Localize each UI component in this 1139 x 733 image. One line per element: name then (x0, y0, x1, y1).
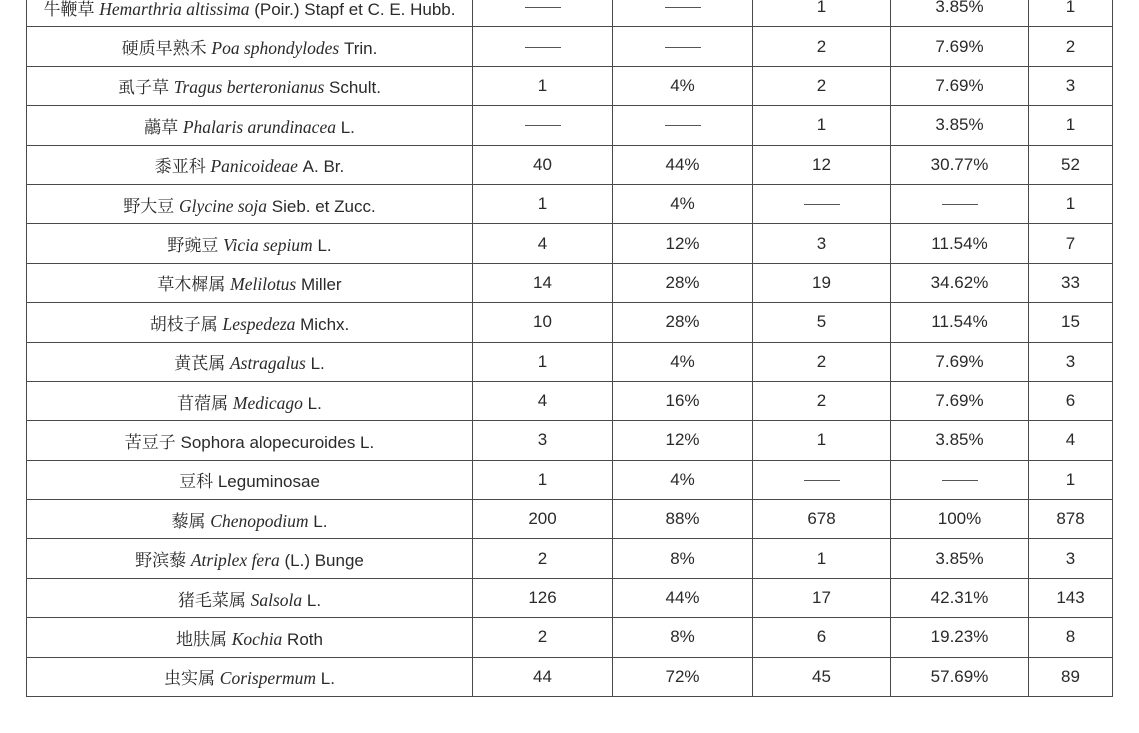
value-cell (1029, 0, 1113, 27)
value-cell (753, 500, 891, 539)
cell-value: 2 (816, 351, 827, 371)
value-cell (891, 0, 1029, 27)
taxon-authority: (L.) Bunge (284, 551, 364, 571)
table-row (27, 421, 1113, 460)
value-cell (473, 184, 613, 223)
value-cell (891, 460, 1029, 499)
taxon-authority: L. (313, 511, 328, 531)
value-cell (753, 421, 891, 460)
cell-value: 7.69% (935, 75, 984, 95)
cell-value: 2 (537, 627, 548, 647)
value-cell (753, 263, 891, 302)
empty-dash (525, 7, 561, 8)
taxon-cell (27, 0, 473, 27)
cell-value: 2 (537, 548, 548, 568)
value-cell (613, 224, 753, 263)
value-cell (753, 578, 891, 617)
taxon-chinese-name: 地肤属 (176, 629, 228, 650)
value-cell (753, 657, 891, 696)
value-cell (1029, 66, 1113, 105)
taxon-latin-name: Melilotus (230, 274, 297, 295)
value-cell (891, 500, 1029, 539)
taxon-cell (27, 27, 473, 66)
cell-value: 1 (537, 469, 548, 489)
cell-value: 57.69% (930, 666, 989, 686)
value-cell (753, 460, 891, 499)
value-cell (613, 106, 753, 145)
taxon-authority: L. (340, 117, 355, 137)
cell-value: 1 (537, 75, 548, 95)
cell-value: 4% (670, 469, 695, 489)
value-cell (473, 303, 613, 342)
taxon-chinese-name: 胡枝子属 (149, 314, 218, 335)
taxon-authority: L. (317, 236, 332, 256)
taxon-cell (27, 421, 473, 460)
cell-value: 200 (528, 509, 557, 529)
value-cell (473, 106, 613, 145)
cell-value: 11.54% (931, 233, 988, 253)
cell-value: 30.77% (930, 154, 989, 174)
value-cell (891, 381, 1029, 420)
taxon-authority: Sieb. et Zucc. (271, 196, 376, 216)
cell-value: 3.85% (935, 115, 984, 135)
value-cell (1029, 145, 1113, 184)
value-cell (891, 342, 1029, 381)
cell-value: 6 (1065, 391, 1076, 411)
value-cell (473, 0, 613, 27)
taxon-chinese-name: 猪毛菜属 (177, 590, 246, 611)
taxon-authority: Michx. (300, 314, 350, 334)
table-row (27, 500, 1113, 539)
value-cell (613, 184, 753, 223)
taxon-cell (27, 184, 473, 223)
cell-value: 3.85% (935, 548, 984, 568)
taxon-cell (27, 657, 473, 696)
taxon-cell (27, 224, 473, 263)
value-cell (473, 657, 613, 696)
cell-value: 2 (816, 391, 827, 411)
cell-value: 72% (665, 666, 700, 686)
value-cell (613, 618, 753, 657)
value-cell (473, 66, 613, 105)
value-cell (753, 66, 891, 105)
cell-value: 4 (1065, 430, 1076, 450)
taxon-latin-name: Tragus berteronianus (173, 77, 325, 98)
cell-value: 1 (816, 115, 827, 135)
table-row (27, 342, 1113, 381)
value-cell (1029, 342, 1113, 381)
cell-value: 1 (1065, 0, 1076, 17)
table-body (27, 0, 1113, 697)
taxon-latin-name: Atriplex fera (190, 550, 280, 571)
taxon-authority: Leguminosae (217, 472, 320, 492)
value-cell (1029, 578, 1113, 617)
value-cell (613, 342, 753, 381)
cell-value: 8% (670, 627, 695, 647)
taxon-latin-name: Glycine soja (179, 195, 268, 216)
taxon-cell (27, 303, 473, 342)
cell-value: 1 (816, 548, 827, 568)
cell-value: 2 (1065, 36, 1076, 56)
value-cell (891, 618, 1029, 657)
taxon-latin-name: Kochia (231, 628, 283, 649)
value-cell (753, 342, 891, 381)
taxon-cell (27, 342, 473, 381)
table-row (27, 145, 1113, 184)
value-cell (473, 342, 613, 381)
taxon-authority: L. (310, 354, 325, 374)
taxon-cell (27, 145, 473, 184)
empty-dash (804, 204, 840, 205)
taxon-cell (27, 106, 473, 145)
value-cell (613, 381, 753, 420)
cell-value: 15 (1061, 312, 1080, 332)
taxon-chinese-name: 黍亚科 (154, 157, 206, 178)
taxon-chinese-name: 黄芪属 (174, 354, 226, 375)
cell-value: 1 (1065, 469, 1076, 489)
value-cell (613, 539, 753, 578)
value-cell (891, 27, 1029, 66)
taxon-authority: Trin. (343, 39, 378, 59)
taxon-cell (27, 539, 473, 578)
taxon-chinese-name: 虱子草 (117, 78, 169, 99)
value-cell (613, 657, 753, 696)
value-cell (1029, 27, 1113, 66)
cell-value: 1 (537, 351, 548, 371)
value-cell (613, 303, 753, 342)
cell-value: 42.31% (930, 588, 989, 608)
taxon-authority: L. (320, 669, 335, 689)
cell-value: 7 (1065, 233, 1076, 253)
cell-value: 52 (1061, 154, 1080, 174)
value-cell (1029, 539, 1113, 578)
cell-value: 4 (537, 391, 548, 411)
cell-value: 11.54% (931, 312, 988, 332)
cell-value: 19 (812, 272, 831, 292)
value-cell (1029, 106, 1113, 145)
cell-value: 2 (816, 36, 827, 56)
taxon-chinese-name: 野滨藜 (135, 551, 187, 572)
value-cell (1029, 381, 1113, 420)
value-cell (1029, 500, 1113, 539)
taxon-authority: L. (307, 393, 322, 413)
taxon-chinese-name: 藜属 (171, 511, 206, 532)
cell-value: 678 (807, 509, 836, 529)
cell-value: 40 (533, 154, 552, 174)
value-cell (473, 381, 613, 420)
taxon-authority: L. (306, 590, 322, 610)
table-row (27, 0, 1113, 27)
value-cell (473, 578, 613, 617)
cell-value: 1 (1065, 115, 1076, 135)
value-cell (753, 224, 891, 263)
value-cell (891, 184, 1029, 223)
cell-value: 6 (816, 627, 827, 647)
cell-value: 12% (665, 233, 700, 253)
cell-value: 28% (665, 272, 700, 292)
cell-value: 12 (812, 154, 831, 174)
value-cell (1029, 263, 1113, 302)
cell-value: 28% (665, 312, 700, 332)
cell-value: 2 (816, 75, 827, 95)
empty-dash (942, 204, 978, 205)
cell-value: 4% (670, 75, 695, 95)
taxon-chinese-name: 野豌豆 (167, 236, 219, 257)
value-cell (891, 578, 1029, 617)
cell-value: 100% (937, 509, 982, 529)
value-cell (891, 263, 1029, 302)
cell-value: 88% (665, 509, 700, 529)
value-cell (613, 263, 753, 302)
cell-value: 44% (665, 154, 700, 174)
cell-value: 3.85% (935, 0, 984, 17)
cell-value: 17 (812, 588, 831, 608)
taxa-table (26, 0, 1113, 697)
cell-value: 44% (665, 588, 700, 608)
cell-value: 3.85% (935, 430, 984, 450)
cell-value: 143 (1056, 588, 1085, 608)
value-cell (473, 145, 613, 184)
cell-value: 7.69% (935, 391, 984, 411)
value-cell (891, 145, 1029, 184)
value-cell (1029, 460, 1113, 499)
cell-value: 3 (537, 430, 548, 450)
cell-value: 8% (670, 548, 695, 568)
taxon-chinese-name: 硬质早熟禾 (121, 39, 207, 60)
taxon-chinese-name: 虫实属 (164, 669, 216, 690)
value-cell (613, 500, 753, 539)
cell-value: 1 (816, 430, 827, 450)
cell-value: 4% (670, 351, 695, 371)
cell-value: 7.69% (935, 351, 984, 371)
cell-value: 16% (665, 391, 700, 411)
value-cell (753, 381, 891, 420)
cell-value: 7.69% (935, 36, 984, 56)
taxon-latin-name: Medicago (232, 392, 303, 413)
cell-value: 8 (1065, 627, 1076, 647)
value-cell (613, 145, 753, 184)
cell-value: 3 (1065, 351, 1076, 371)
empty-dash (665, 7, 701, 8)
value-cell (613, 578, 753, 617)
value-cell (473, 500, 613, 539)
cell-value: 3 (1065, 548, 1076, 568)
empty-dash (942, 480, 978, 481)
table-row (27, 224, 1113, 263)
table-row (27, 578, 1113, 617)
value-cell (473, 224, 613, 263)
taxon-cell (27, 460, 473, 499)
value-cell (473, 618, 613, 657)
value-cell (1029, 421, 1113, 460)
empty-dash (525, 47, 561, 48)
table-row (27, 657, 1113, 696)
empty-dash (665, 47, 701, 48)
table-row (27, 618, 1113, 657)
cell-value: 126 (528, 588, 557, 608)
taxon-chinese-name: 野大豆 (123, 196, 175, 217)
table-row (27, 303, 1113, 342)
cell-value: 878 (1056, 509, 1085, 529)
cell-value: 5 (816, 312, 827, 332)
value-cell (473, 421, 613, 460)
cell-value: 3 (816, 233, 827, 253)
cell-value: 3 (1065, 75, 1076, 95)
table-row (27, 263, 1113, 302)
cell-value: 33 (1061, 272, 1080, 292)
cell-value: 1 (816, 0, 827, 17)
cell-value: 4 (537, 233, 548, 253)
value-cell (891, 539, 1029, 578)
cell-value: 89 (1061, 666, 1080, 686)
taxon-cell (27, 66, 473, 105)
taxon-cell (27, 500, 473, 539)
value-cell (753, 618, 891, 657)
value-cell (1029, 618, 1113, 657)
taxon-cell (27, 618, 473, 657)
taxon-authority: Roth (287, 629, 323, 649)
value-cell (473, 263, 613, 302)
taxon-chinese-name: 苦豆子 (124, 432, 176, 453)
value-cell (1029, 657, 1113, 696)
cell-value: 45 (812, 666, 831, 686)
value-cell (753, 184, 891, 223)
table-row (27, 539, 1113, 578)
value-cell (473, 460, 613, 499)
table-row (27, 106, 1113, 145)
data-table-wrapper (26, 0, 1112, 697)
value-cell (753, 0, 891, 27)
table-row (27, 460, 1113, 499)
taxon-chinese-name: 牛鞭草 (43, 0, 95, 20)
taxon-authority: A. Br. (302, 157, 345, 177)
taxon-chinese-name: 虉草 (144, 117, 179, 138)
taxon-authority: Schult. (329, 78, 381, 98)
value-cell (613, 27, 753, 66)
cell-value: 1 (537, 194, 548, 214)
taxon-latin-name: Lespedeza (222, 313, 296, 334)
taxon-authority: Miller (300, 275, 342, 295)
value-cell (473, 27, 613, 66)
cell-value: 10 (533, 312, 552, 332)
taxon-latin-name: Corispermum (219, 668, 317, 689)
taxon-latin-name: Astragalus (229, 353, 306, 374)
value-cell (891, 66, 1029, 105)
cell-value: 44 (533, 666, 552, 686)
value-cell (891, 224, 1029, 263)
value-cell (891, 106, 1029, 145)
value-cell (1029, 303, 1113, 342)
value-cell (1029, 224, 1113, 263)
cell-value: 12% (665, 430, 700, 450)
value-cell (613, 66, 753, 105)
taxon-latin-name: Vicia sepium (223, 235, 313, 256)
value-cell (1029, 184, 1113, 223)
value-cell (613, 460, 753, 499)
empty-dash (804, 480, 840, 481)
value-cell (753, 539, 891, 578)
value-cell (891, 421, 1029, 460)
value-cell (473, 539, 613, 578)
taxon-latin-name: Hemarthria altissima (99, 0, 250, 19)
value-cell (613, 421, 753, 460)
cell-value: 14 (533, 272, 552, 292)
cell-value: 34.62% (930, 272, 989, 292)
taxon-latin-name: Salsola (250, 589, 303, 610)
value-cell (753, 303, 891, 342)
cell-value: 4% (670, 194, 695, 214)
taxon-latin-name: Phalaris arundinacea (182, 116, 336, 137)
taxon-chinese-name: 苜蓿属 (177, 393, 229, 414)
value-cell (891, 303, 1029, 342)
value-cell (753, 145, 891, 184)
cell-value: 1 (1065, 194, 1076, 214)
table-row (27, 184, 1113, 223)
value-cell (891, 657, 1029, 696)
value-cell (753, 27, 891, 66)
taxon-authority: Sophora alopecuroides L. (180, 432, 375, 452)
taxon-chinese-name: 豆科 (179, 472, 214, 493)
table-row (27, 66, 1113, 105)
cell-value: 19.23% (930, 627, 989, 647)
taxon-authority: (Poir.) Stapf et C. E. Hubb. (254, 0, 456, 19)
empty-dash (525, 125, 561, 126)
taxon-chinese-name: 草木樨属 (157, 275, 226, 296)
table-row (27, 381, 1113, 420)
taxon-cell (27, 578, 473, 617)
taxon-latin-name: Chenopodium (210, 510, 309, 531)
taxon-latin-name: Poa sphondylodes (211, 38, 340, 59)
empty-dash (665, 125, 701, 126)
table-row (27, 27, 1113, 66)
value-cell (753, 106, 891, 145)
taxon-latin-name: Panicoideae (210, 156, 298, 177)
taxon-cell (27, 263, 473, 302)
value-cell (613, 0, 753, 27)
taxon-cell (27, 381, 473, 420)
